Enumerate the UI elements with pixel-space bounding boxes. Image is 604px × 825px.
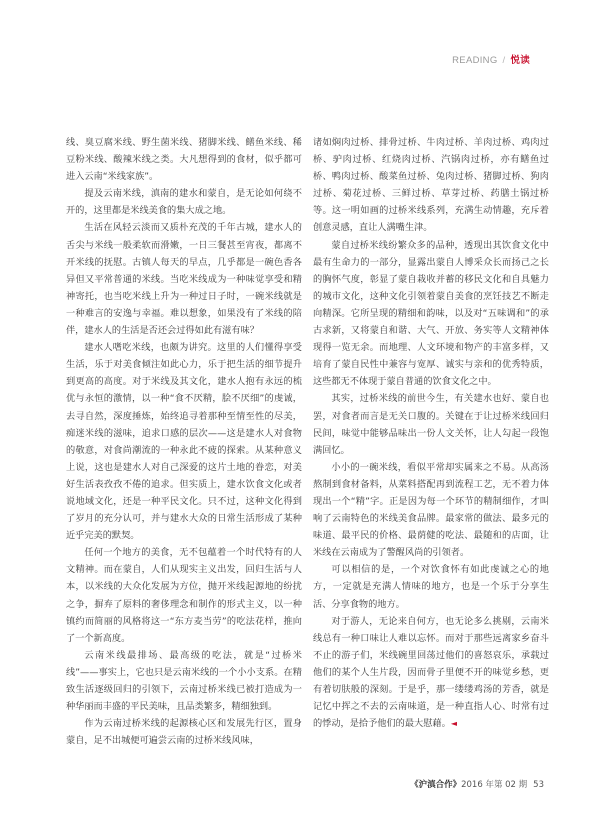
paragraph: 其实，过桥米线的前世今生，有关建水也好、蒙自也罢，对食者而言是无关口腹的。关键在于让过桥米线回归民间，味觉中能够品味出一份人文关怀，让人勾起一段饱满回忆。 — [313, 393, 549, 456]
running-head — [452, 52, 530, 66]
paragraph-final — [313, 613, 549, 733]
end-mark-icon: ◄ — [450, 719, 457, 729]
section-separator: / — [502, 55, 506, 66]
paragraph: 蒙自过桥米线纷繁众多的品种，透现出其饮食文化中最有生命力的一部分，显露出蒙自人博采众长而扬己之长的胸怀气度，彰显了蒙自栽收并蓄的移民文化和自具魅力的城市文化，这种文化引领着蒙自美食的烹饪技艺不断走向精深。它所呈现的精细和韵味，以及对“五味调和”的承古求新，又将蒙自和谐、大气、开放、务实等人文精神体现得一览无余。而地理、人文环境和物产的丰富多样，又培育了蒙自民性中兼容与宽厚、诚实与亲和的优秀特质，这些都无不体现于蒙自普通的饮食文化之中。 — [313, 239, 549, 388]
paragraph: 作为云南过桥米线的起源核心区和发展先行区，置身蒙自，足不出城便可遍尝云南的过桥米线风味， — [66, 718, 302, 747]
paragraph: 可以相信的是，一个对饮食怀有如此虔诚之心的地方，一定就是充满人情味的地方，也是一个乐于分享生活、分享食物的地方。 — [313, 564, 549, 610]
section-label-en: READING — [452, 55, 498, 66]
paragraph: 生活在风轻云淡而又质朴充茂的千年古城，建水人的舌尖与米线一般柔软而滑嫩，一日三餐甚至宵夜，都离不开米线的抚慰。古镇人每天的早点，几乎都是一碗色香各异但又平常普通的米线。当吃米线成为一种味觉享受和精神寄托，也当吃米线上升为一种过日子时，一碗米线就是一种难言的安逸与幸福。难以想象，如果没有了米线的陪伴，建水人的生活是否还会过得如此有滋有味？ — [66, 222, 302, 337]
paragraph: 建水人嗜吃米线，也颇为讲究。这里的人们懂得享受生活，乐于对美食倾注如此心力，乐于把生活的细节提升到更高的高度。对于米线及其文化，建水人抱有永远的梳优与永恒的激情，以一种“食不厌精，脍不厌细”的虔诚，去寻自然，深度捶炼，始终追寻着那种至情至性的尽美，痴迷米线的滋味，追求口感的层次——这是建水人对食物的敬意，对食尚潮流的一种永此不疲的探索。从某种意义上说，这也是建水人对自己深爱的这片土地的眷恋，对美好生活表孜孜不倦的追求。但实质上，建水饮食文化或者说地域文化，还是一种平民文化。只不过，这种文化得到了岁月的充分认可，并与建水大众的日常生活形成了某种近乎完美的默契。 — [66, 342, 302, 542]
magazine-name: 《沪滇合作》 — [410, 780, 462, 790]
page-number: 53 — [533, 780, 544, 790]
paragraph-final-text: 对于游人，无论来自何方，也无论多么挑剔，云南米线总有一种口味让人难以忘怀。而对于那些远离家乡奋斗不止的游子们，米线碗里回荡过他们的喜怒哀乐，承载过他们的某个人生片段，因而骨子里便不开的味觉乡愁，更有着切肤般的深刻。于是乎，那一缕缕鸡汤的芳香，就是记忆中挥之不去的云南味道，是一种直指人心、时常有过的悸动，是拾予他们的最大慰藉。 — [313, 615, 549, 730]
paragraph: 诸如焖肉过桥、排骨过桥、牛肉过桥、羊肉过桥、鸡肉过桥、驴肉过桥、红烧肉过桥、汽锅肉过桥，亦有鳝鱼过桥、鸭肉过桥、酸菜鱼过桥、兔肉过桥、猪脚过桥、狗肉过桥、菊花过桥、三鲜过桥、草芽过桥、药膳土锅过桥等。这一明如画的过桥米线系列，充满生动情趣，充斥着创意灵感，直让人满嘴生津。 — [313, 137, 549, 234]
paragraph: 提及云南米线，滇南的建水和蒙自，是无论如何绕不开的，这里都是米线美食的集大成之地。 — [66, 188, 302, 217]
article-column-right — [313, 134, 549, 732]
issue-label: 2016 年第 02 期 — [461, 780, 528, 790]
paragraph: 小小的一碗米线，看似平常却实属来之不易。从高汤熬制到食材备料，从菜料搭配再到流程工艺，无不着力体现出一个“精”字。正是因为每一个环节的精制细作，才叫响了云南特色的米线美食品牌。最家常的做法、最多元的味道、最平民的价格、最荫健的吃法、最随和的店面，让米线在云南成为了警醒风尚的引领者。 — [313, 461, 549, 559]
paragraph: 任何一个地方的美食，无不包蕴着一个时代特有的人文精神。而在蒙自，人们从现实主义出发，回归生活与人本，以米线的大众化发展为方位，抛开米线起源地的纷扰之争，摒弃了原料的奢侈理念和制作的形式主义，以一种镇约而简丽的风格将这一“东方麦当劳”的吃法花样，推向了一个新高度。 — [66, 547, 302, 644]
section-label-cn: 悦读 — [510, 55, 530, 66]
paragraph: 云南米线最排场、最高级的吃法，就是“过桥米线”——事实上，它也只是云南米线的一个小小支系。在精致生活逐级回归的引领下，云南过桥米线已被打造成为一种华丽而丰盛的平民美味，且品类繁多，精细独到。 — [66, 649, 302, 713]
article-column-left — [66, 134, 302, 749]
paragraph: 线、臭豆腐米线、野生菌米线、猪脚米线、鳝鱼米线、稀豆粉米线、酸辣米线之类。大凡想得到的食材，似乎都可进入云南“米线家族”。 — [66, 137, 302, 183]
page-footer — [410, 778, 544, 790]
